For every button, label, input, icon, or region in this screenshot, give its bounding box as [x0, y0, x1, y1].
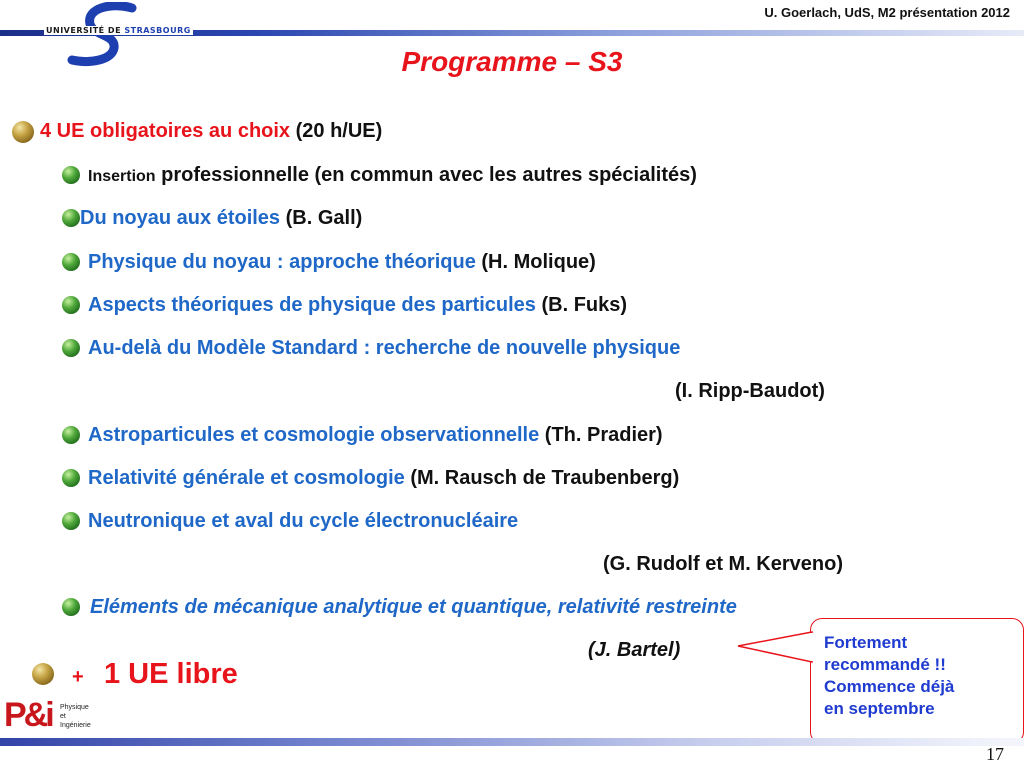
- green-bullet-icon: [62, 512, 80, 530]
- main-bullet: 4 UE obligatoires au choix (20 h/UE): [40, 120, 383, 142]
- green-bullet-icon: [62, 166, 80, 184]
- list-item: Eléments de mécanique analytique et quantique, relativité restreinte: [90, 596, 737, 618]
- green-bullet-icon: [62, 426, 80, 444]
- green-bullet-icon: [62, 209, 80, 227]
- list-item: Relativité générale et cosmologie (M. Rausch de Traubenberg): [88, 467, 680, 489]
- slide-title: Programme – S3: [401, 46, 623, 77]
- green-bullet-icon: [62, 339, 80, 357]
- green-bullet-icon: [62, 469, 80, 487]
- list-item: Physique du noyau : approche théorique (H. Molique): [88, 251, 596, 273]
- list-item: Aspects théoriques de physique des particules (B. Fuks): [88, 294, 628, 316]
- list-item: Au-delà du Modèle Standard : recherche de nouvelle physique: [88, 337, 681, 359]
- pi-logo-text: Physique et Ingénierie: [60, 704, 91, 729]
- green-bullet-icon: [62, 598, 80, 616]
- callout-text: Fortement recommandé !! Commence déjà en septembre: [824, 633, 955, 718]
- item-teacher: (J. Bartel): [588, 639, 681, 661]
- callout-pointer-icon: [736, 628, 816, 688]
- university-name: UNIVERSITÉ DE STRASBOURG: [46, 26, 191, 35]
- presentation-header: U. Goerlach, UdS, M2 présentation 2012: [764, 5, 1010, 20]
- green-bullet-icon: [62, 296, 80, 314]
- free-ue-label: 1 UE libre: [104, 658, 238, 690]
- plus-sign: +: [72, 666, 84, 688]
- item-teacher: (G. Rudolf et M. Kerveno): [603, 553, 843, 575]
- list-item: Du noyau aux étoiles (B. Gall): [80, 207, 363, 229]
- list-item: Insertion professionnelle (en commun avec les autres spécialités): [88, 164, 697, 186]
- footer-band: [0, 738, 1024, 746]
- page-number: 17: [986, 744, 1004, 764]
- green-bullet-icon: [62, 253, 80, 271]
- list-item: Neutronique et aval du cycle électronucléaire: [88, 510, 519, 532]
- list-item: Astroparticules et cosmologie observationnelle (Th. Pradier): [88, 424, 663, 446]
- gold-bullet-icon: [32, 663, 54, 685]
- item-teacher: (I. Ripp-Baudot): [675, 380, 825, 402]
- gold-bullet-icon: [12, 121, 34, 143]
- pi-logo-mark: P&i: [4, 696, 52, 734]
